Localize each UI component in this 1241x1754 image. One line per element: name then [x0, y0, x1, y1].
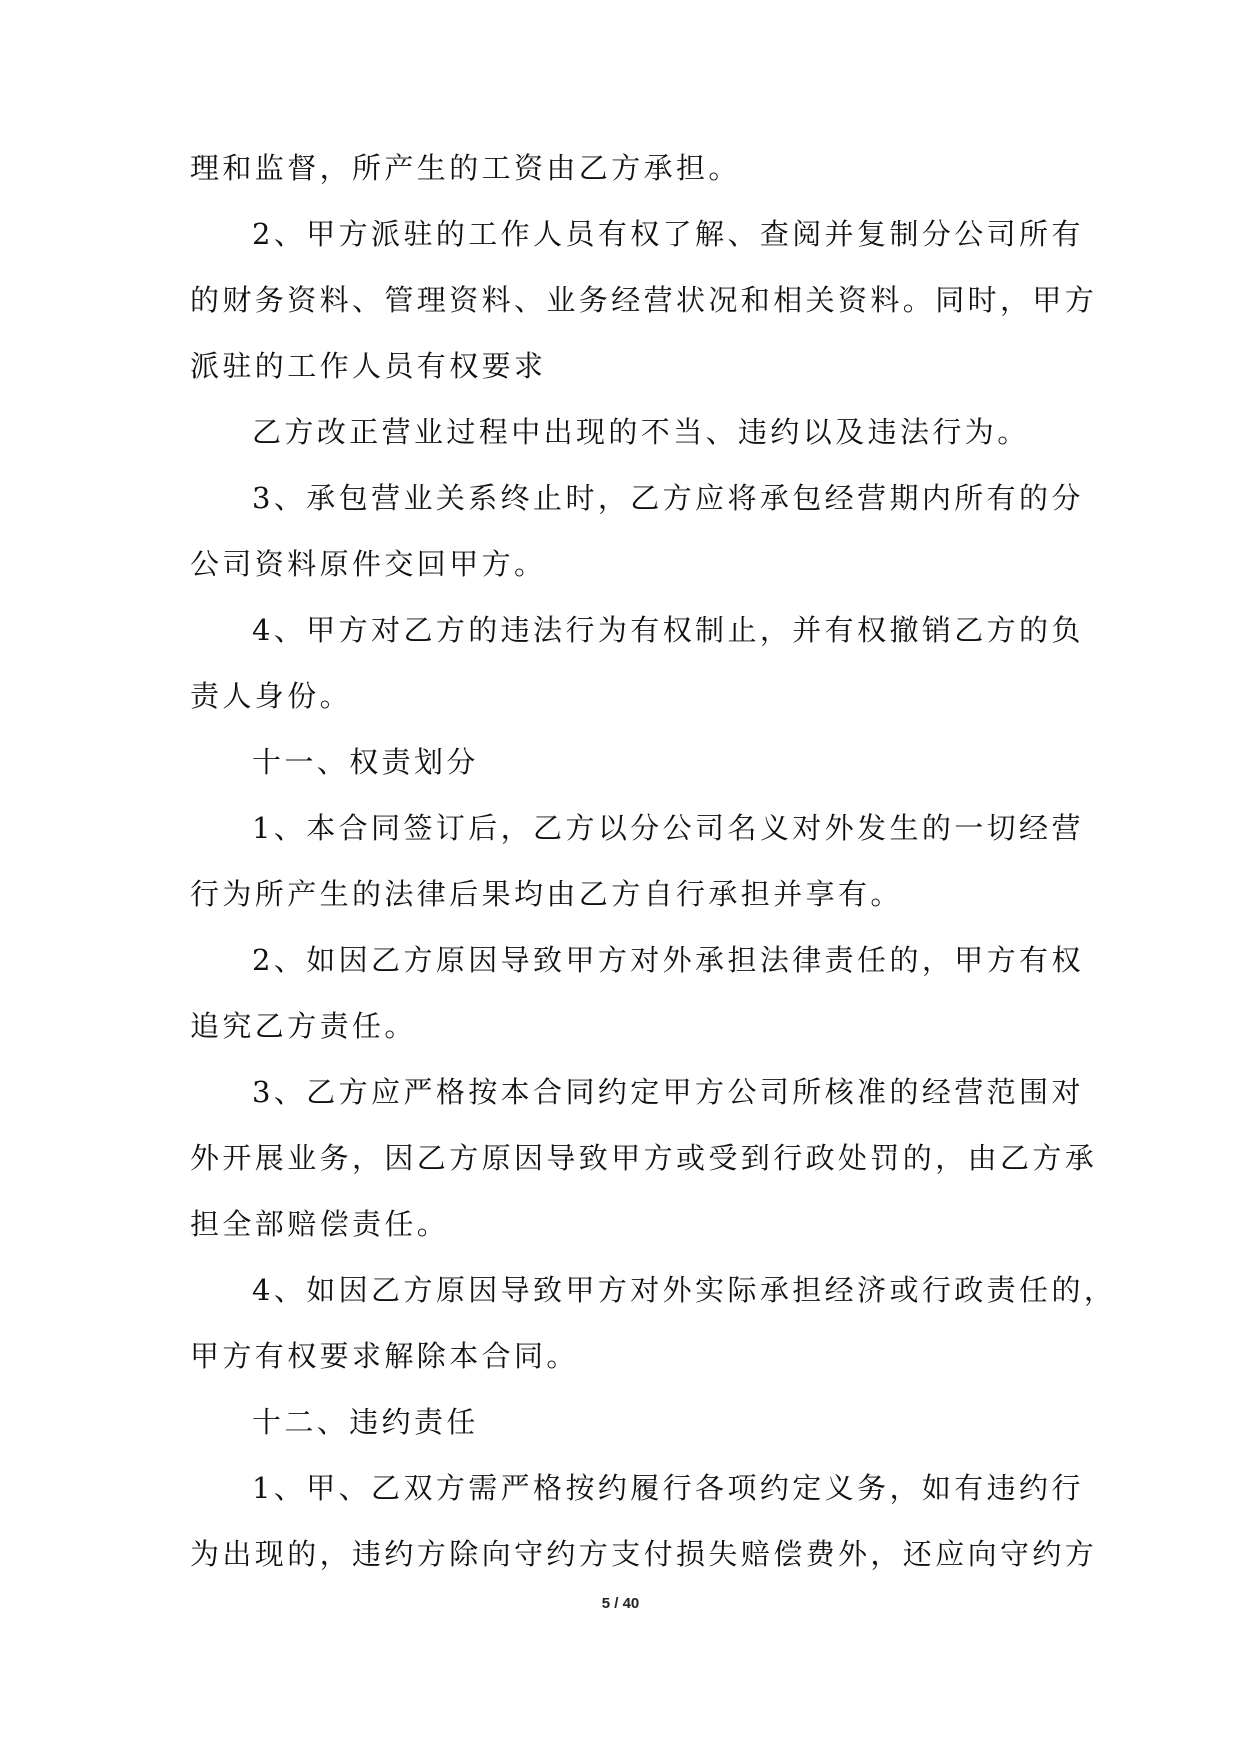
section-heading: 十二、违约责任	[252, 1405, 479, 1439]
text-line: 公司资料原件交回甲方。	[190, 547, 547, 581]
text-line: 为出现的，违约方除向守约方支付损失赔偿费外，还应向守约方	[190, 1537, 1098, 1571]
text-line: 4、如因乙方原因导致甲方对外实际承担经济或行政责任的，	[252, 1273, 1117, 1307]
text-line: 行为所产生的法律后果均由乙方自行承担并享有。	[190, 877, 903, 911]
page-number: 5 / 40	[601, 1595, 640, 1612]
text-line: 乙方改正营业过程中出现的不当、违约以及违法行为。	[252, 415, 1030, 449]
text-line: 责人身份。	[190, 679, 353, 713]
text-line: 3、承包营业关系终止时，乙方应将承包经营期内所有的分	[252, 481, 1084, 515]
text-line: 1、甲、乙双方需严格按约履行各项约定义务，如有违约行	[252, 1471, 1084, 1505]
section-heading: 十一、权责划分	[252, 745, 479, 779]
text-line: 外开展业务，因乙方原因导致甲方或受到行政处罚的，由乙方承	[190, 1141, 1098, 1175]
text-line: 1、本合同签订后，乙方以分公司名义对外发生的一切经营	[252, 811, 1084, 845]
text-line: 理和监督，所产生的工资由乙方承担。	[190, 151, 741, 185]
text-line: 3、乙方应严格按本合同约定甲方公司所核准的经营范围对	[252, 1075, 1084, 1109]
text-line: 2、甲方派驻的工作人员有权了解、查阅并复制分公司所有	[252, 217, 1084, 251]
text-line: 甲方有权要求解除本合同。	[190, 1339, 579, 1373]
text-line: 2、如因乙方原因导致甲方对外承担法律责任的，甲方有权	[252, 943, 1084, 977]
text-line: 派驻的工作人员有权要求	[190, 349, 547, 383]
text-line: 追究乙方责任。	[190, 1009, 417, 1043]
text-line: 的财务资料、管理资料、业务经营状况和相关资料。同时，甲方	[190, 283, 1098, 317]
text-line: 4、甲方对乙方的违法行为有权制止，并有权撤销乙方的负	[252, 613, 1084, 647]
text-line: 担全部赔偿责任。	[190, 1207, 450, 1241]
